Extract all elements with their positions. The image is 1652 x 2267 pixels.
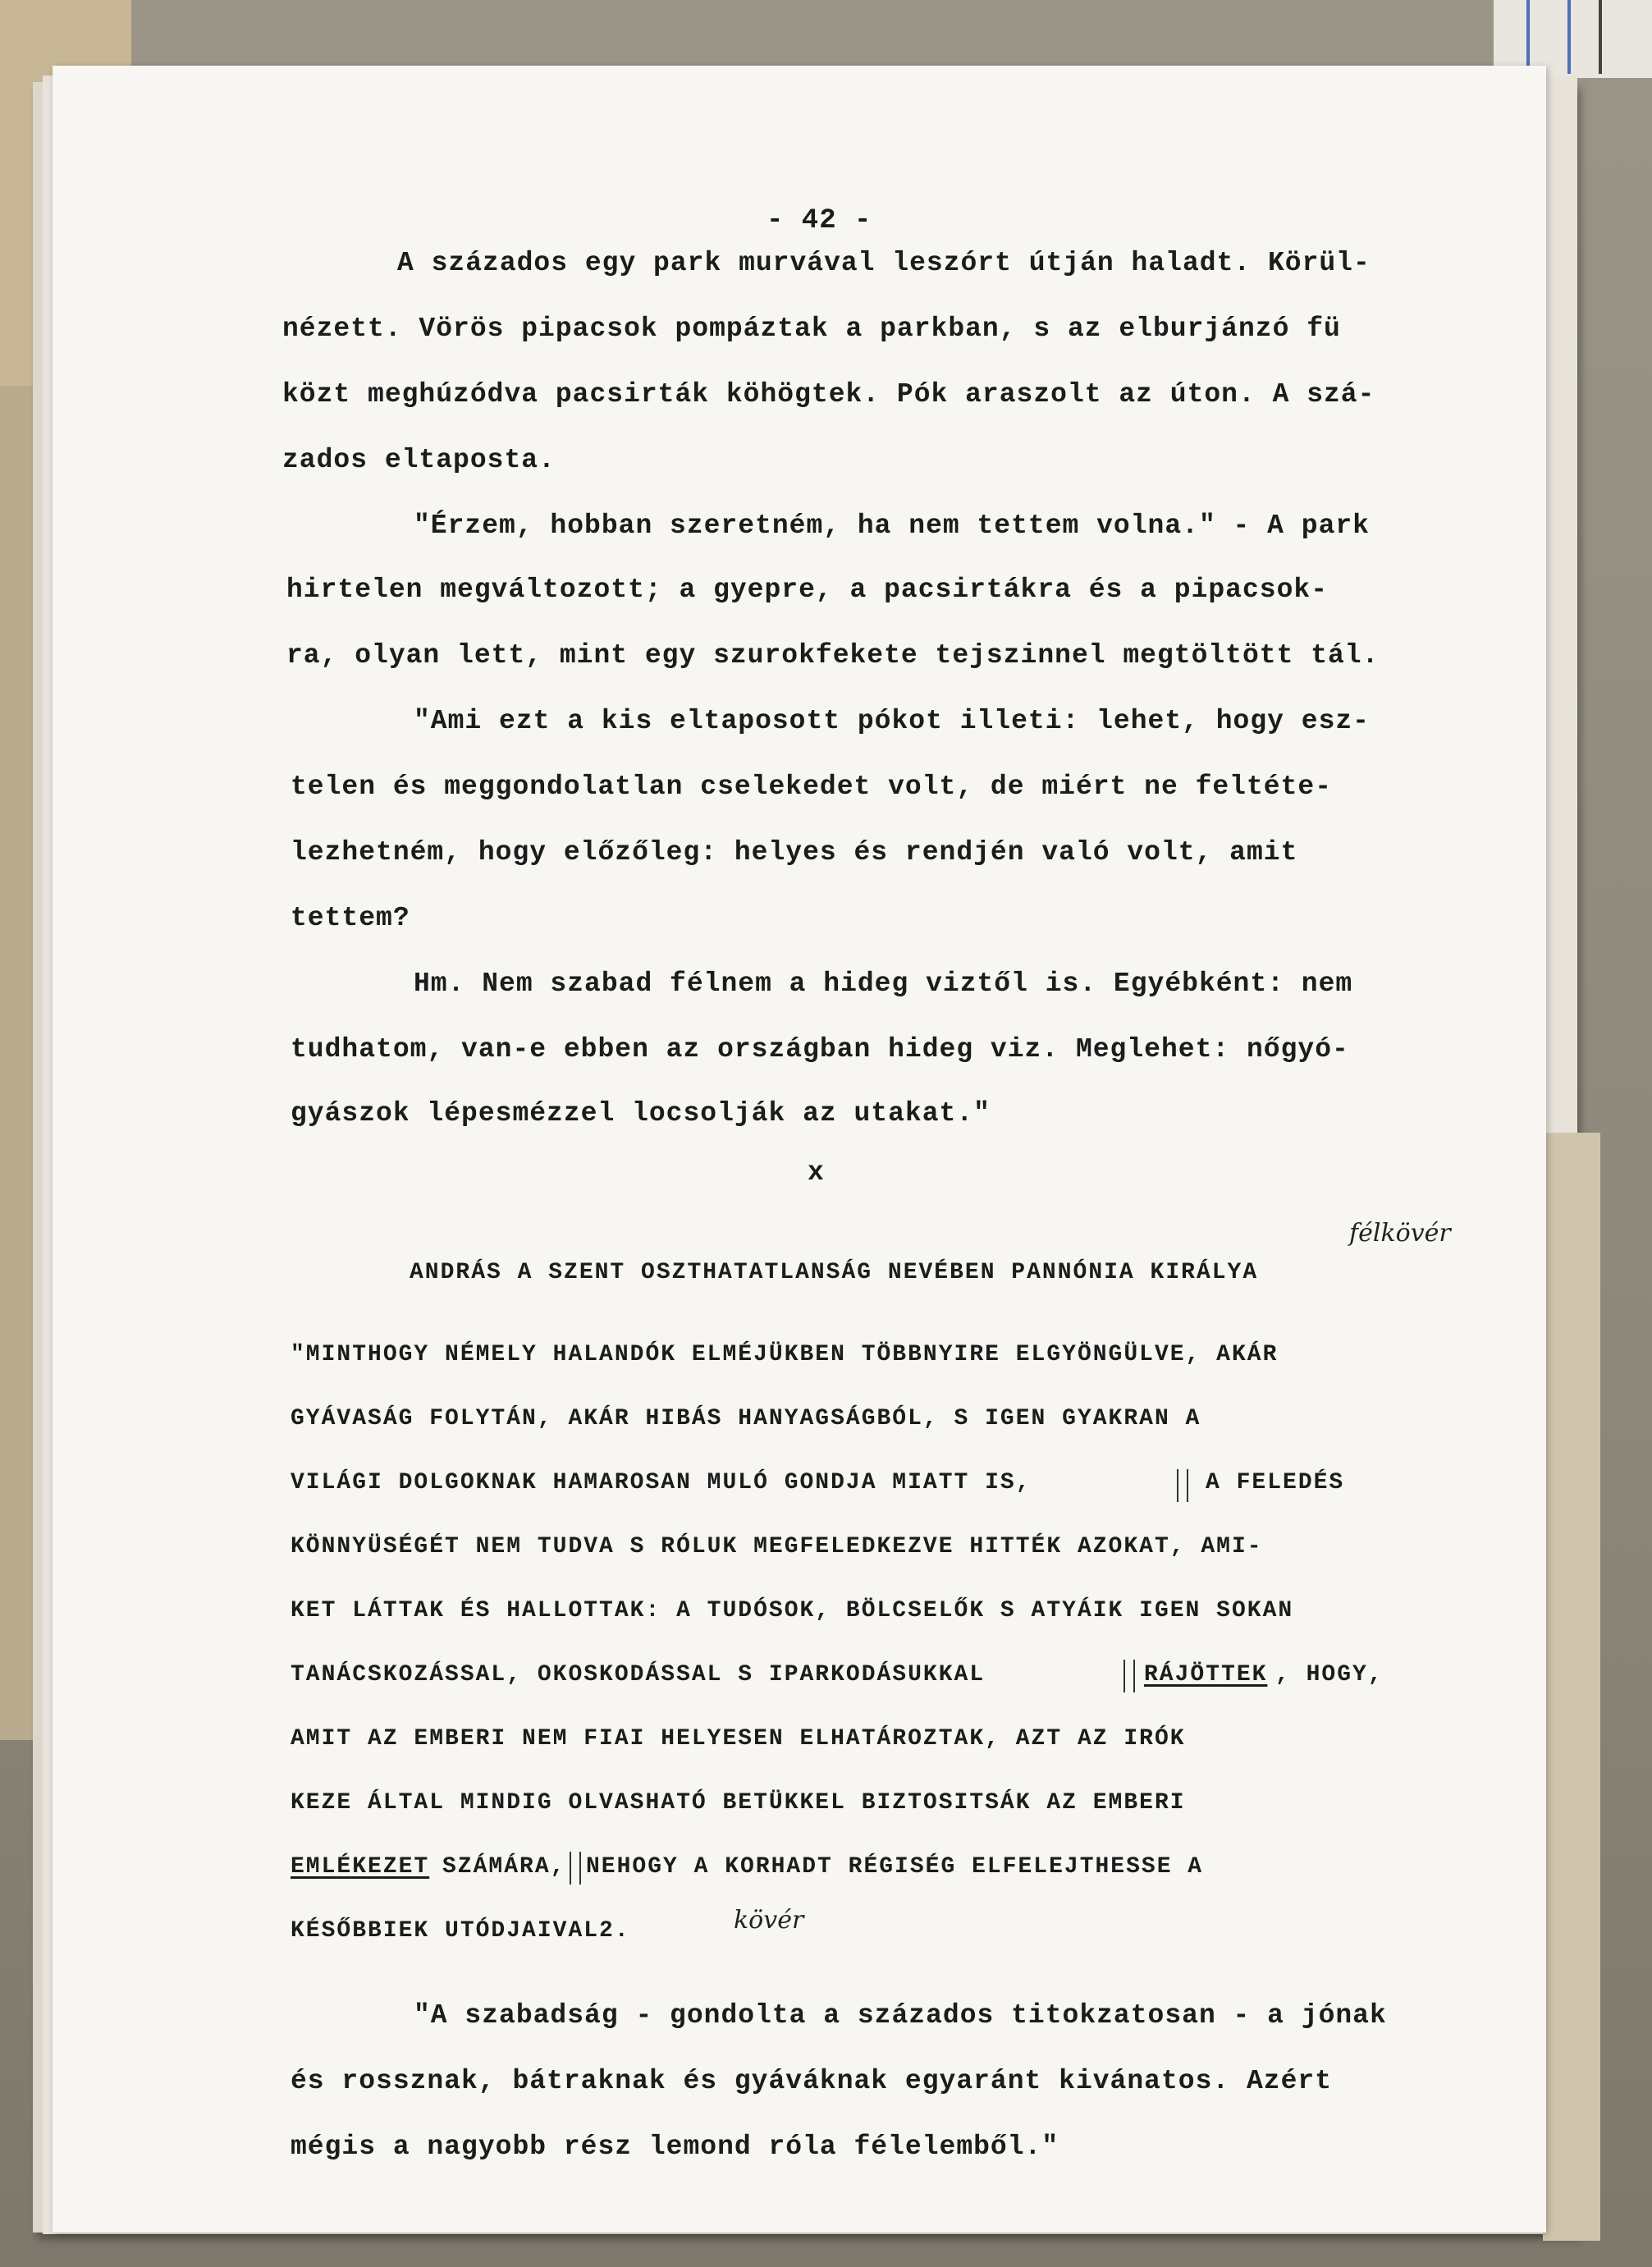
charter-line: AMIT AZ EMBERI NEM FIAI HELYESEN ELHATÁROZTAK, AZT AZ IRÓK — [291, 1726, 1186, 1752]
charter-line: NEHOGY A KORHADT RÉGISÉG ELFELEJTHESSE A — [586, 1854, 1204, 1880]
proofreading-mark — [1177, 1469, 1188, 1502]
text-line: "A szabadság - gondolta a százados titokzatosan - a jónak — [414, 2000, 1387, 2031]
text-line: nézett. Vörös pipacsok pompáztak a parkban, s az elburjánzó fü — [282, 314, 1341, 344]
charter-line: "MINTHOGY NÉMELY HALANDÓK ELMÉJÜKBEN TÖBBNYIRE ELGYÖNGÜLVE, AKÁR — [291, 1342, 1279, 1367]
section-separator: x — [808, 1157, 825, 1188]
charter-line: KÖNNYÜSÉGÉT NEM TUDVA S RÓLUK MEGFELEDKEZVE HITTÉK AZOKAT, AMI- — [291, 1534, 1263, 1559]
handwritten-note: kövér — [734, 1906, 804, 1935]
worn-page-edges — [1543, 1133, 1600, 2241]
charter-heading: ANDRÁS A SZENT OSZTHATATLANSÁG NEVÉBEN PANNÓNIA KIRÁLYA — [410, 1260, 1259, 1285]
text-line: és rossznak, bátraknak és gyáváknak egyaránt kivánatos. Azért — [291, 2066, 1332, 2096]
charter-line: KEZE ÁLTAL MINDIG OLVASHATÓ BETÜKKEL BIZTOSITSÁK AZ EMBERI — [291, 1790, 1186, 1816]
text-line: lezhetném, hogy előzőleg: helyes és rendjén való volt, amit — [291, 837, 1298, 868]
charter-line: TANÁCSKOZÁSSAL, OKOSKODÁSSAL S IPARKODÁSUKKAL — [291, 1662, 986, 1688]
text-line: ra, olyan lett, mint egy szurokfekete tejszinnel megtöltött tál. — [286, 640, 1380, 671]
text-line: zados eltaposta. — [282, 445, 556, 475]
ruled-line — [1599, 0, 1602, 74]
text-line: telen és meggondolatlan cselekedet volt, de miért ne feltéte- — [291, 772, 1332, 802]
proofreading-mark — [1123, 1660, 1135, 1692]
charter-line: GYÁVASÁG FOLYTÁN, AKÁR HIBÁS HANYAGSÁGBÓL, S IGEN GYAKRAN A — [291, 1406, 1201, 1431]
proofreading-mark — [570, 1852, 581, 1885]
charter-line: , HOGY, — [1275, 1662, 1384, 1688]
charter-line: KÉSŐBBIEK UTÓDJAIVAL2. — [291, 1918, 630, 1944]
text-line: gyászok lépesmézzel locsolják az utakat." — [291, 1098, 991, 1129]
text-line: "Ami ezt a kis eltaposott pókot illeti: lehet, hogy esz- — [414, 706, 1370, 736]
text-line: A százados egy park murvával leszórt útján haladt. Körül- — [397, 248, 1371, 278]
ruled-line — [1567, 0, 1571, 74]
handwritten-note: félkövér — [1349, 1219, 1451, 1248]
text-line: közt meghúzódva pacsirták köhögtek. Pók araszolt az úton. A szá- — [282, 379, 1375, 410]
charter-line: A FELEDÉS — [1206, 1470, 1345, 1495]
charter-line: KET LÁTTAK ÉS HALLOTTAK: A TUDÓSOK, BÖLCSELŐK S ATYÁIK IGEN SOKAN — [291, 1598, 1294, 1624]
underlined-word: RÁJÖTTEK — [1144, 1662, 1268, 1688]
text-line: Hm. Nem szabad félnem a hideg viztől is. Egyébként: nem — [414, 969, 1353, 999]
text-line: tettem? — [291, 903, 410, 933]
charter-line: VILÁGI DOLGOKNAK HAMAROSAN MULÓ GONDJA MIATT IS, — [291, 1470, 1032, 1495]
charter-line: SZÁMÁRA, — [442, 1854, 566, 1880]
ruled-line — [1526, 0, 1530, 74]
text-line: "Érzem, hobban szeretném, ha nem tettem volna." - A park — [414, 511, 1370, 541]
text-line: tudhatom, van-e ebben az országban hideg viz. Meglehet: nőgyó- — [291, 1034, 1349, 1065]
text-line: hirtelen megváltozott; a gyepre, a pacsirtákra és a pipacsok- — [286, 575, 1328, 605]
typewritten-page — [53, 66, 1546, 2233]
page-number: - 42 - — [767, 205, 872, 236]
text-line: mégis a nagyobb rész lemond róla félelemből." — [291, 2132, 1059, 2162]
underlined-word: EMLÉKEZET — [291, 1854, 430, 1880]
